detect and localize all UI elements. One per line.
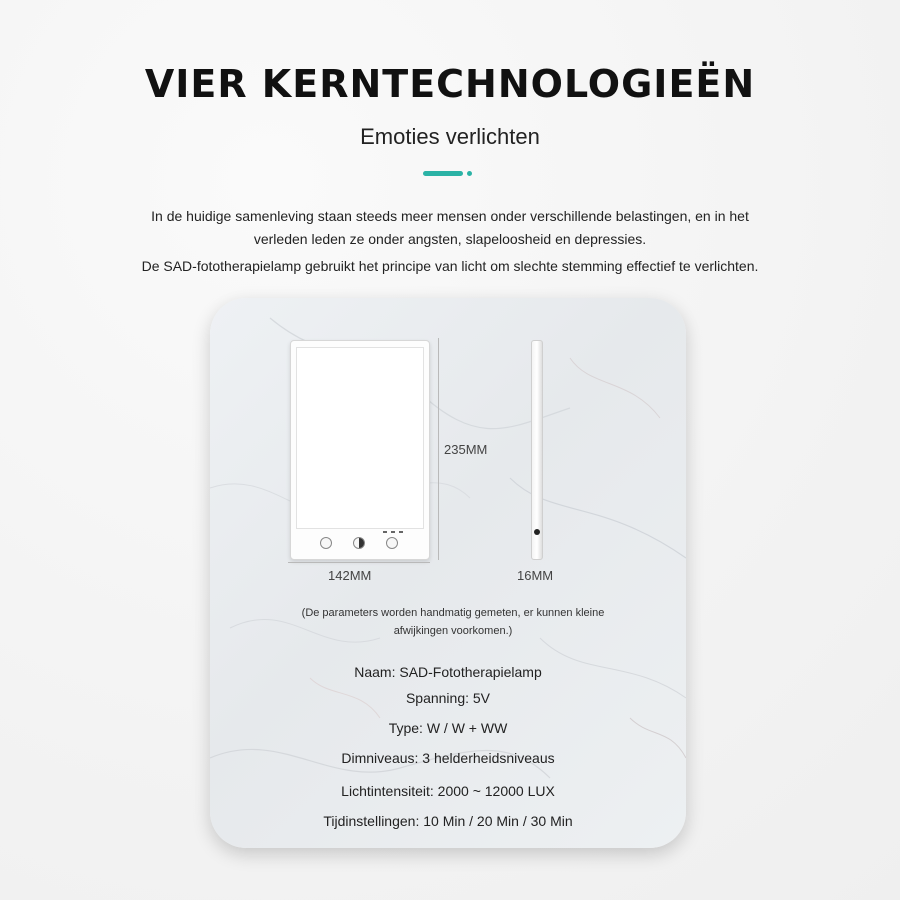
spec-time-settings: Tijdinstellingen: 10 Min / 20 Min / 30 Min: [323, 813, 573, 829]
measurement-note: [270, 604, 636, 640]
indicator-led: [383, 531, 387, 533]
intro-line-3: De SAD-fototherapielamp gebruikt het principe van licht om slechte stemming effectief te verlichten.: [141, 258, 759, 274]
accent-dot: [467, 171, 472, 176]
spec-type: Type: W / W + WW: [388, 720, 508, 736]
lamp-front-view: [290, 340, 430, 560]
dimension-line-height: [438, 338, 439, 560]
indicator-led: [399, 531, 403, 533]
intro-line-1: In de huidige samenleving staan steeds meer mensen onder verschillende belastingen, en in het: [151, 208, 749, 224]
note-line-2: afwijkingen voorkomen.): [393, 625, 513, 637]
usb-port: [534, 529, 540, 535]
spec-dim-levels: Dimniveaus: 3 helderheidsniveaus: [341, 750, 555, 766]
lamp-side-view: [531, 340, 543, 560]
accent-divider: [423, 171, 473, 177]
power-icon: [320, 537, 332, 549]
spec-card: [210, 298, 686, 848]
dimension-line-width: [288, 562, 430, 563]
note-line-1: (De parameters worden handmatig gemeten, er kunnen kleine: [301, 607, 605, 619]
indicator-led: [391, 531, 395, 533]
intro-line-2: verleden leden ze onder angsten, slapeloosheid en depressies.: [253, 231, 647, 247]
timer-icon: [386, 537, 398, 549]
light-panel: [296, 347, 424, 529]
dimension-label-height: 235MM: [444, 442, 488, 457]
brightness-icon: [353, 537, 365, 549]
spec-voltage: Spanning: 5V: [405, 690, 491, 706]
page-title: VIER KERNTECHNOLOGIEËN: [144, 62, 756, 106]
spec-name: Naam: SAD-Fototherapielamp: [354, 664, 542, 680]
spec-light-intensity: Lichtintensiteit: 2000 ~ 12000 LUX: [341, 783, 555, 799]
accent-bar: [423, 171, 463, 176]
dimension-label-depth: 16MM: [517, 568, 554, 583]
dimension-label-width: 142MM: [328, 568, 372, 583]
page-subtitle: Emoties verlichten: [360, 124, 540, 149]
